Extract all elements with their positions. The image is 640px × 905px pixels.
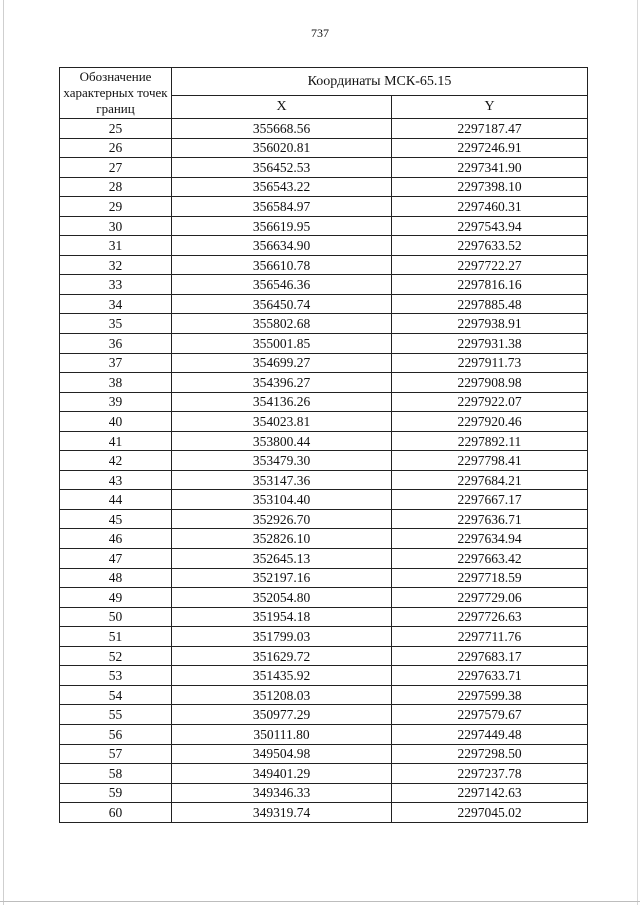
table-row (60, 568, 588, 588)
table-row (60, 392, 588, 412)
y-coordinate-cell: 2297543.94 (392, 216, 588, 236)
x-coordinate-cell: 356020.81 (172, 138, 392, 158)
point-cell: 58 (60, 764, 172, 784)
x-coordinate-cell: 351629.72 (172, 646, 392, 666)
point-cell: 51 (60, 627, 172, 647)
y-coordinate-cell: 2297722.27 (392, 255, 588, 275)
y-coordinate-cell: 2297667.17 (392, 490, 588, 510)
y-coordinate-cell: 2297449.48 (392, 724, 588, 744)
table-body (60, 119, 588, 823)
point-cell: 57 (60, 744, 172, 764)
table-row (60, 509, 588, 529)
x-coordinate-cell: 353479.30 (172, 451, 392, 471)
x-coordinate-cell: 356452.53 (172, 158, 392, 178)
x-coordinate-cell: 352197.16 (172, 568, 392, 588)
table-row (60, 275, 588, 295)
y-coordinate-cell: 2297938.91 (392, 314, 588, 334)
table-row (60, 236, 588, 256)
table-row (60, 803, 588, 823)
x-coordinate-cell: 355001.85 (172, 334, 392, 354)
table-row (60, 334, 588, 354)
point-cell: 47 (60, 549, 172, 569)
table-row (60, 744, 588, 764)
table-row (60, 177, 588, 197)
point-cell: 30 (60, 216, 172, 236)
y-coordinate-cell: 2297634.94 (392, 529, 588, 549)
table-row (60, 119, 588, 139)
point-cell: 56 (60, 724, 172, 744)
table-row (60, 646, 588, 666)
y-coordinate-cell: 2297599.38 (392, 685, 588, 705)
x-coordinate-cell: 349319.74 (172, 803, 392, 823)
y-coordinate-cell: 2297729.06 (392, 588, 588, 608)
point-cell: 33 (60, 275, 172, 295)
point-cell: 27 (60, 158, 172, 178)
y-coordinate-cell: 2297187.47 (392, 119, 588, 139)
point-cell: 42 (60, 451, 172, 471)
y-coordinate-cell: 2297633.71 (392, 666, 588, 686)
y-coordinate-cell: 2297460.31 (392, 197, 588, 217)
point-cell: 48 (60, 568, 172, 588)
table-row (60, 373, 588, 393)
x-coordinate-cell: 356546.36 (172, 275, 392, 295)
table-row (60, 451, 588, 471)
y-coordinate-cell: 2297798.41 (392, 451, 588, 471)
point-cell: 50 (60, 607, 172, 627)
y-coordinate-cell: 2297920.46 (392, 412, 588, 432)
point-cell: 38 (60, 373, 172, 393)
y-coordinate-cell: 2297633.52 (392, 236, 588, 256)
point-cell: 34 (60, 294, 172, 314)
point-cell: 31 (60, 236, 172, 256)
y-coordinate-cell: 2297922.07 (392, 392, 588, 412)
scan-edge-bottom (0, 901, 640, 902)
point-cell: 39 (60, 392, 172, 412)
table-row (60, 666, 588, 686)
table-row (60, 255, 588, 275)
table-row (60, 490, 588, 510)
point-cell: 46 (60, 529, 172, 549)
y-coordinate-cell: 2297711.76 (392, 627, 588, 647)
table-row (60, 353, 588, 373)
point-cell: 26 (60, 138, 172, 158)
point-cell: 28 (60, 177, 172, 197)
y-coordinate-cell: 2297142.63 (392, 783, 588, 803)
y-coordinate-cell: 2297579.67 (392, 705, 588, 725)
x-coordinate-cell: 355668.56 (172, 119, 392, 139)
y-coordinate-cell: 2297045.02 (392, 803, 588, 823)
x-coordinate-cell: 356543.22 (172, 177, 392, 197)
x-coordinate-cell: 353147.36 (172, 470, 392, 490)
point-cell: 32 (60, 255, 172, 275)
point-cell: 52 (60, 646, 172, 666)
point-cell: 35 (60, 314, 172, 334)
y-coordinate-cell: 2297237.78 (392, 764, 588, 784)
point-cell: 45 (60, 509, 172, 529)
x-coordinate-cell: 352826.10 (172, 529, 392, 549)
point-cell: 29 (60, 197, 172, 217)
x-coordinate-cell: 349346.33 (172, 783, 392, 803)
y-coordinate-cell: 2297816.16 (392, 275, 588, 295)
header-row-top (60, 68, 588, 96)
y-coordinate-cell: 2297663.42 (392, 549, 588, 569)
x-coordinate-cell: 350111.80 (172, 724, 392, 744)
x-coordinate-cell: 356450.74 (172, 294, 392, 314)
table-row (60, 724, 588, 744)
point-cell: 43 (60, 470, 172, 490)
point-cell: 36 (60, 334, 172, 354)
y-coordinate-cell: 2297911.73 (392, 353, 588, 373)
table-row (60, 529, 588, 549)
y-coordinate-cell: 2297398.10 (392, 177, 588, 197)
table-row (60, 607, 588, 627)
scan-edge-right (637, 0, 638, 905)
x-coordinate-cell: 354136.26 (172, 392, 392, 412)
x-coordinate-cell: 356584.97 (172, 197, 392, 217)
coordinates-group-header: Координаты МСК-65.15 (172, 68, 588, 96)
table-row (60, 764, 588, 784)
y-coordinate-cell: 2297684.21 (392, 470, 588, 490)
x-coordinate-cell: 356610.78 (172, 255, 392, 275)
x-coordinate-cell: 351954.18 (172, 607, 392, 627)
y-coordinate-cell: 2297908.98 (392, 373, 588, 393)
y-column-header: Y (392, 96, 588, 119)
table-header (60, 68, 588, 119)
table-row (60, 783, 588, 803)
x-column-header: X (172, 96, 392, 119)
table-row (60, 470, 588, 490)
y-coordinate-cell: 2297298.50 (392, 744, 588, 764)
x-coordinate-cell: 354396.27 (172, 373, 392, 393)
x-coordinate-cell: 353104.40 (172, 490, 392, 510)
y-coordinate-cell: 2297931.38 (392, 334, 588, 354)
point-cell: 25 (60, 119, 172, 139)
table-row (60, 431, 588, 451)
y-coordinate-cell: 2297885.48 (392, 294, 588, 314)
y-coordinate-cell: 2297718.59 (392, 568, 588, 588)
x-coordinate-cell: 356634.90 (172, 236, 392, 256)
table-row (60, 627, 588, 647)
point-cell: 53 (60, 666, 172, 686)
point-cell: 55 (60, 705, 172, 725)
table-row (60, 197, 588, 217)
point-cell: 44 (60, 490, 172, 510)
x-coordinate-cell: 354023.81 (172, 412, 392, 432)
page-number: 737 (311, 26, 329, 40)
x-coordinate-cell: 352926.70 (172, 509, 392, 529)
coordinates-table (59, 67, 588, 823)
y-coordinate-cell: 2297892.11 (392, 431, 588, 451)
scan-edge-left (3, 0, 4, 905)
x-coordinate-cell: 356619.95 (172, 216, 392, 236)
point-cell: 59 (60, 783, 172, 803)
point-cell: 54 (60, 685, 172, 705)
table-row (60, 588, 588, 608)
x-coordinate-cell: 354699.27 (172, 353, 392, 373)
x-coordinate-cell: 352645.13 (172, 549, 392, 569)
y-coordinate-cell: 2297246.91 (392, 138, 588, 158)
point-cell: 41 (60, 431, 172, 451)
table-row (60, 314, 588, 334)
table-row (60, 138, 588, 158)
x-coordinate-cell: 353800.44 (172, 431, 392, 451)
y-coordinate-cell: 2297726.63 (392, 607, 588, 627)
x-coordinate-cell: 349401.29 (172, 764, 392, 784)
table-row (60, 549, 588, 569)
point-cell: 40 (60, 412, 172, 432)
table-row (60, 685, 588, 705)
y-coordinate-cell: 2297636.71 (392, 509, 588, 529)
x-coordinate-cell: 350977.29 (172, 705, 392, 725)
table-row (60, 412, 588, 432)
point-cell: 49 (60, 588, 172, 608)
point-cell: 37 (60, 353, 172, 373)
point-column-header: Обозначение характерных точек границ (60, 68, 172, 119)
table-row (60, 158, 588, 178)
table-row (60, 294, 588, 314)
table-row (60, 705, 588, 725)
x-coordinate-cell: 349504.98 (172, 744, 392, 764)
x-coordinate-cell: 351208.03 (172, 685, 392, 705)
x-coordinate-cell: 352054.80 (172, 588, 392, 608)
x-coordinate-cell: 351799.03 (172, 627, 392, 647)
x-coordinate-cell: 351435.92 (172, 666, 392, 686)
y-coordinate-cell: 2297341.90 (392, 158, 588, 178)
table-row (60, 216, 588, 236)
y-coordinate-cell: 2297683.17 (392, 646, 588, 666)
point-cell: 60 (60, 803, 172, 823)
x-coordinate-cell: 355802.68 (172, 314, 392, 334)
